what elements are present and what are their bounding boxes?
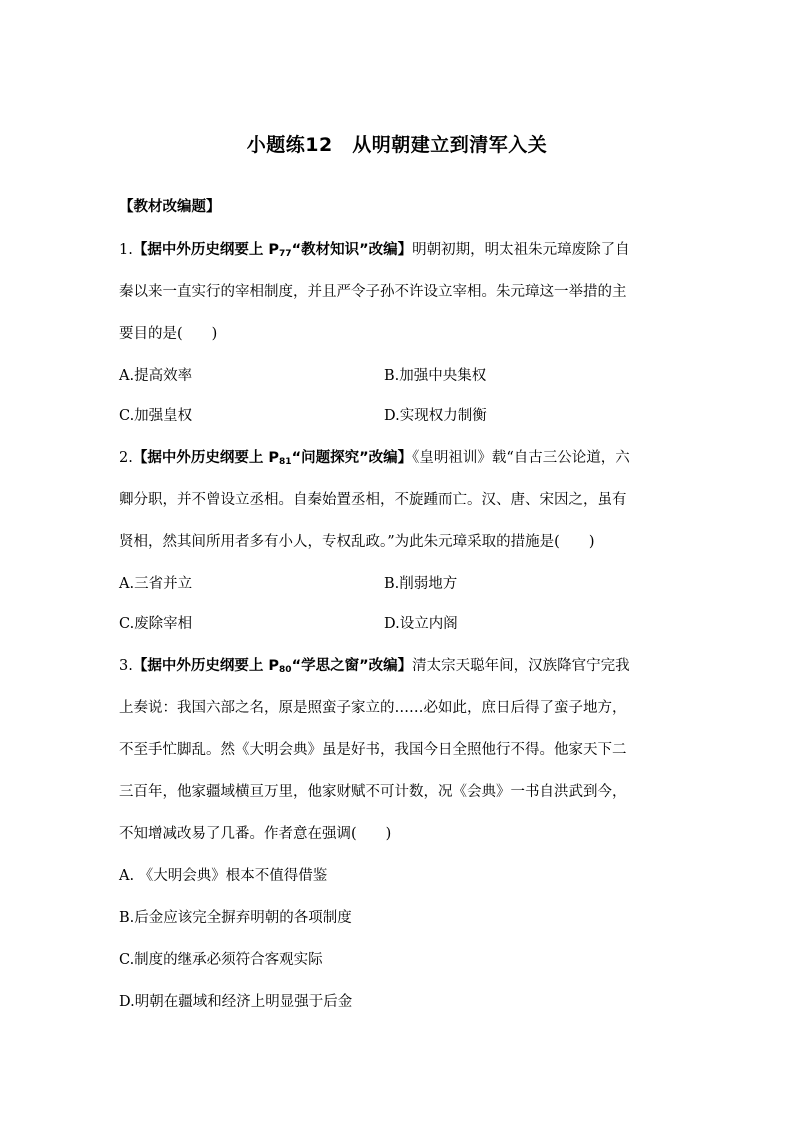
- q1-option-c: C.加强皇权: [119, 408, 193, 424]
- q2-option-a: A.三省并立: [119, 576, 193, 592]
- q3-source: 【据中外历史纲要上 $P_{80}“$学思之窗”改编】: [132, 658, 413, 675]
- q2-line-2: 卿分职，并不曾设立丞相。自秦始置丞相，不旋踵而亡。汉、唐、宋因之，虽有: [119, 492, 627, 508]
- q1-number: 1.: [119, 242, 133, 258]
- q1-option-a: A.提高效率: [119, 368, 193, 384]
- q3-option-d: D.明朝在疆域和经济上明显强于后金: [119, 994, 353, 1010]
- q3-option-a: A. 《大明会典》根本不值得借鉴: [119, 868, 328, 884]
- q2-option-c: C.废除宰相: [119, 616, 193, 632]
- q2-number: 2.: [119, 450, 133, 466]
- q3-text-1: 清太宗天聪年间，汉族降官宁完我: [412, 658, 630, 674]
- q2-line-3: 贤相，然其间所用者多有小人，专权乱政。”为此朱元璋采取的措施是( ): [119, 534, 595, 550]
- q1-option-d: D.实现权力制衡: [384, 408, 487, 424]
- q3-line-3: 不至手忙脚乱。然《大明会典》虽是好书，我国今日全照他行不得。他家天下二: [119, 742, 627, 758]
- q3-line-2: 上奏说：我国六部之名，原是照蛮子家立的……必如此，庶日后得了蛮子地方，: [119, 700, 627, 716]
- q3-number: 3.: [119, 658, 133, 674]
- q2-source: 【据中外历史纲要上 $P_{81}“$问题探究”改编】: [132, 450, 413, 467]
- q1-source: 【据中外历史纲要上 $P_{77}“$教材知识”改编】: [132, 242, 413, 259]
- q3-option-b: B.后金应该完全摒弃明朝的各项制度: [119, 910, 352, 926]
- q2-line-1: [119, 446, 630, 467]
- page-title: 小题练12 从明朝建立到清军入关: [246, 134, 548, 156]
- section-heading: 【教材改编题】: [119, 199, 221, 215]
- q1-line-1: [119, 238, 630, 259]
- q3-line-4: 三百年，他家疆域横亘万里，他家财赋不可计数，况《会典》一书自洪武到今，: [119, 784, 627, 800]
- q1-line-3: 要目的是( ): [119, 326, 218, 342]
- q2-option-d: D.设立内阁: [384, 616, 458, 632]
- q2-text-1: 《皇明祖训》载“自古三公论道，六: [412, 450, 630, 466]
- q1-text-1: 明朝初期，明太祖朱元璋废除了自: [412, 242, 630, 258]
- q3-line-1: [119, 654, 630, 675]
- q1-option-b: B.加强中央集权: [384, 368, 487, 384]
- q3-option-c: C.制度的继承必须符合客观实际: [119, 952, 323, 968]
- q2-option-b: B.削弱地方: [384, 576, 458, 592]
- q1-line-2: 秦以来一直实行的宰相制度，并且严令子孙不许设立宰相。朱元璋这一举措的主: [119, 284, 627, 300]
- q3-line-5: 不知增减改易了几番。作者意在强调( ): [119, 826, 392, 842]
